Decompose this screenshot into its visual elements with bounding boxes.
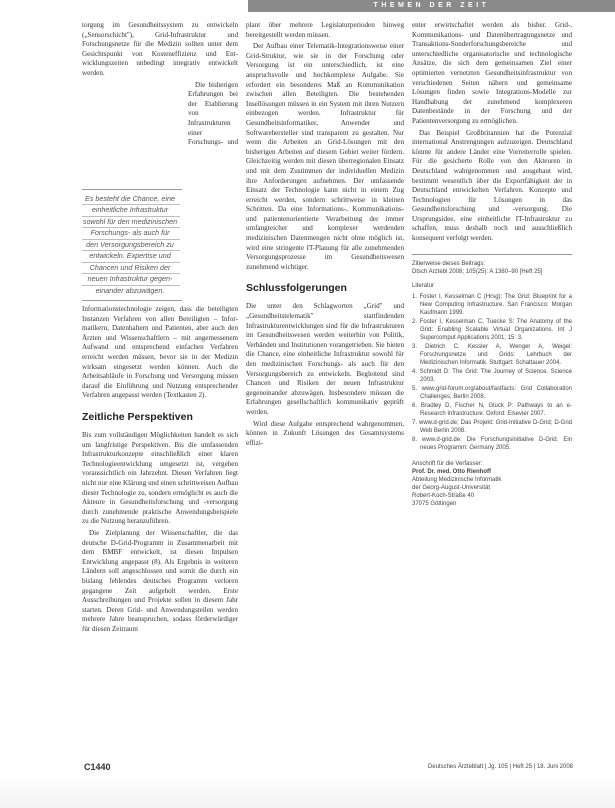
journal-footer: Deutsches Ärzteblatt | Jg. 105 | Heft 25 | 18. Juni 2008 — [427, 764, 573, 770]
pull-quote-line: Chancen und Risiken der — [82, 263, 180, 275]
section-header-bar — [248, 0, 615, 12]
pull-quote-line: einheitliche Infrastruktur — [82, 205, 180, 217]
pull-quote-line: Forschungs- als auch für — [82, 228, 180, 240]
paragraph: enter erwirtschaftet werden als bisher. Grid-, Kommunikations- und Datenübertragungsnetze und Transaktions-Sonderforschungsbereiche und unterschiedliche organisatorische und technologische Ansätze, die sich dem gemeinsamen Ziel einer optimierten vernetzten Gesundheitsinfrastruktur von verschiedenen Seiten nähern und gemeinsame Lösungen finden sowie Integrations-Modelle zur Handhabung der zunehmend komplexeren Datenbestände in der Forschung und der Patientenversorgung zu ermöglichen. — [412, 21, 572, 125]
paragraph: Das Beispiel Großbritannien hat die Potenzial international Anstrengungen aufzuzeigen. Deutschland könnte für andere Länder eine Vorreiterrolle spielen. Für die gesicherte Rolle von den Akteuren in Deutschland wahrgenommen und ausgebaut wird, bestimmt wesentlich über die Exportfähigkeit der in Deutschland entwickelten Verfahren. Konzepte und Technologien für Lösungen in das Gesundheitsforschung und -versorgung. Die Ursprungsidee, eine einheitliche IT-Infrastruktur zu schaffen, muss deshalb noch und ausschließlich konsequent verfolgt werden. — [412, 128, 572, 243]
literature-item: 3. Dietrich C, Kessler A, Wenger A, Weigel: Forschungsnetze und Grids: Lehrbuch der Medizinischen Informatik. Stuttgart: Schattauer 2004. — [412, 343, 572, 366]
address-line: Prof. Dr. med. Otto Rienhoff — [412, 468, 491, 475]
paragraph: Die unter den Schlagworten „Grid" und „Gesundheitstelematik" stattfindenden Infrastrukturentwicklungen sind für die Infrastrukturen im Gesundheitswesen werden weiterhin von Politik, Verbänden und Institutionen vorangetrieben. Sie bieten die Chance, eine einheitliche Infrastruktur sowohl für den medizinischen Forschungs- als auch für den Versorgungsbereich zu entwickeln. Begleitend sind Chancen und Risiken der neuen Infrastruktur gegeneinander abzuwägen. Insbesondere müssen die Erfahrungen gesellschaftlich kommunikativ geprüft werden. — [246, 302, 404, 416]
section-heading: Schlussfolgerungen — [246, 282, 347, 295]
section-heading: Zeitliche Perspektiven — [82, 411, 193, 423]
literature-item: 5. www.grid-forum.org/about/fastfacts: Grid Collaboration Challenges; Berlin 2008. — [412, 385, 572, 400]
address-line: Abteilung Medizinische Informatik — [412, 476, 502, 483]
page-bottom-shade — [0, 772, 615, 808]
literature-item: 6. Bradley D, Fischer N, Gluck P: Pathways to an e-Research Infrastructure. Oxford: Elsevier 2007. — [412, 402, 572, 417]
text-column-2 — [246, 21, 404, 754]
pull-quote-line: entwickeln. Expertise und — [82, 251, 180, 263]
literature-item: 2. Foster I, Kesselman C, Tuecke S: The Anatomy of the Grid: Enabling Scalable Virtual Organizations. Int J Supercomput Applications 2001; 15: 3. — [412, 318, 572, 341]
citation-text: Dtsch Arztebl 2008; 105(25): A 1380–90 [Heft 25] — [412, 268, 543, 275]
citation — [412, 260, 572, 276]
paragraph: plant über mehrere Legislaturperioden hinweg bereitgestellt werden müssen. — [246, 21, 404, 39]
address-label: Anschrift für die Verfasser: — [412, 460, 483, 467]
paragraph: Der Aufbau einer Telematik-Integrationsweise einer Grid-Struktur, wie sie in der Forschung oder Versorgung ist ein unterschiedlich, ist eine anspruchsvolle und hochkomplexe Aufgabe. Sie erfordert ein besonderes Maß an Kommunikation zwischen allen Beteiligten. Die bestehenden Insellösungen müssen in ein System mit ihren Nutzern einbezogen werden. Infrastruktur für Gesundheitsinformatiker, Anwender und Softwarehersteller sind transparent zu gestalten. Nur wenn die Arbeiten an Grid-Lösungen mit den bisherigen Arbeiten auf diesem Gebiet weiter fördern. Gleichzeitig werden mit diesen überregionalen Einsatz und mit dem Zustimmen der individuellen Medizin ihre Anforderungen aufnehmen. Der umfassende Einsatz der Technologie kann nicht in einem Zug erreicht werden, sondern schrittweise in kleinen Schritten. Da eine Informations-, Kommunikations- und patientenorientierte Verarbeitung der immer umfangreicher und komplexer werdenden medizinischen Datenmengen nicht ohne möglich ist, wird eine stringente IT-Planung für alle zunehmenden Versorgungsprozesse im Gesundheitswesen zunehmend wichtiger. — [246, 42, 404, 271]
paragraph: Die Zielplanung der Wissenschaftler, die das deutsche D-Grid-Programm in Zusammenarbeit mit dem BMBF entwickelt, ist diesen Impulsen Entwicklung angepasst (8). Als Ergebnis in weiteren Ländern soll angeschlossen und somit die durch ein bislang fehlendes deutsches Programm verloren gegangene Zeit aufgeholt werden. Erste Ausschreibungen und Projekte sollen in diesem Jahr starten. Deren Grid- und Anwendungsteilen werden mehrere Jahre beanspruchen, sodass förderwürdiger für diesen Zeitraum — [82, 528, 238, 633]
reference-box — [412, 254, 572, 508]
text-column-3 — [412, 21, 572, 754]
address-line: Robert-Koch-Straße 40 — [412, 492, 475, 499]
pull-quote-line: neuen Infrastruktur gegen- — [82, 274, 180, 286]
pull-quote-line: den Versorgungsbereich zu — [82, 240, 180, 252]
section-title: THEMEN DER ZEIT — [373, 2, 490, 9]
paragraph: torgung im Gesundheitssystem zu entwickeln („Sensorschicht"), Grid-Infrastruktur und Forschungsnetze für die Medizin sollten unter dem Gesichtspunkt von Kosteneffizienz und Ent-wicklungszeiten unbedingt integrativ entwickelt werden. — [82, 21, 238, 77]
citation-label: Zitierweise dieses Beitrags: — [412, 260, 486, 267]
literature-item: 4. Schmidt D: The Grid: The Journey of Science. Science 2003. — [412, 368, 572, 383]
paragraph: Wird diese Aufgabe entsprechend wahrgenommen, können in Zukunft Lösungen des Gesamtsystems effizi- — [246, 419, 404, 447]
literature-list — [412, 293, 572, 452]
address-line: der Georg-August-Universität — [412, 484, 491, 491]
text-column-1 — [82, 21, 238, 754]
author-address — [412, 460, 572, 508]
pull-quote — [82, 189, 182, 302]
address-line: 37075 Göttingen — [412, 500, 457, 507]
paragraph: Bis zum vollständigen Möglichkeiten handelt es sich um langfristige Perspektiven. Bis die umfassenden Infrastrukturkonzepte einschließlich einer klaren Technologieentwicklung umgesetzt ist, vergehen voraussichtlich ein Jahrzehnt. Diesen Verfahren liegt nicht nur eine Klärung und einen schrittweisen Aufbau dieser Technologie zu, sondern ermöglicht es auch die Akteure in Gesundheitsforschung und -versorgung durch zunehmende praktische Anwendungsbeispiele zu die Nutzung heranzuführen. — [82, 431, 238, 526]
paragraph: Die bisherigen Erfahrungen bei der Etablierung von Infrastrukturen einer Forschungs- und Informationstechnologie zeigen, dass die beteiligten Instanzen Verfahren von allen Beteiligten – Infor-matikern, Datenhaltern und Patienten, aber auch den Ärzten und Wissenschaftlern – mit angemessenem Aufwand und entsprechend einfachen Verfahren erreicht werden müssen, bevor sie in der Medizin wirksam eingesetzt werden können. Auch die Arbeitsabläufe in Forschung und Versorgung müssen darauf die Einführung und Nutzung entsprechender Verfahren angepasst werden (Textkasten 2). — [82, 80, 238, 400]
page-number: C1440 — [84, 762, 111, 772]
literature-item: 7. www.d-grid.de; Das Projekt: Grid-Initiative D-Grid; D-Grid Web Berlin 2008. — [412, 419, 572, 434]
literature-item: 8. www.d-grid.de: Die Forschungsinitiative D-Grid. Ein neues Programm: Germany 2005. — [412, 436, 572, 451]
pull-quote-line: Es besteht die Chance, eine — [82, 194, 180, 206]
pull-quote-line: sowohl für den medizinischen — [82, 217, 180, 229]
pull-quote-line: einander abzuwägen. — [95, 285, 165, 295]
literature-title: Literatur — [412, 282, 435, 289]
literature-item: 1. Foster I, Kesselman C (Hrsg): The Grid: Blueprint for a New Computing Infrastructure. San Francisco: Morgan Kaufmann 1999. — [412, 293, 572, 316]
